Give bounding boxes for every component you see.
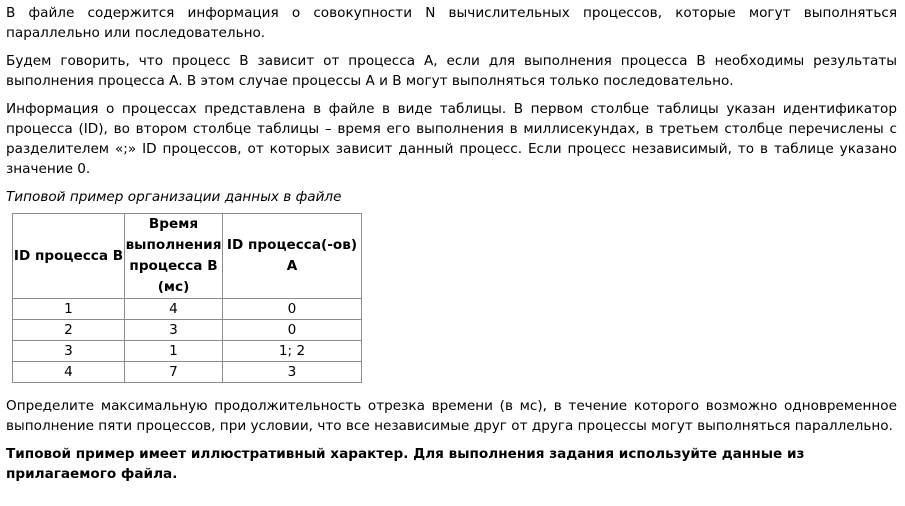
cell-time: 7 [125, 362, 223, 383]
header-process-id: ID процесса B [13, 214, 125, 299]
cell-deps: 1; 2 [223, 341, 362, 362]
header-dependencies: ID процесса(-ов) A [223, 214, 362, 299]
cell-deps: 3 [223, 362, 362, 383]
paragraph-table-description: Информация о процессах представлена в файле в виде таблицы. В первом столбце таблицы указан идентификатор процесса (ID), во втором столбце таблицы – время его выполнения в миллисекундах, в третьем столбце перечислены с разделителем «;» ID процессов, от которых зависит данный процесс. Если процесс независимый, то в таблице указано значение 0. [6, 101, 897, 177]
table-row [13, 341, 362, 362]
table-header-row [13, 214, 362, 299]
process-table [12, 213, 362, 383]
paragraph-dependency: Будем говорить, что процесс B зависит от процесса A, если для выполнения процесса B необходимы результаты выполнения процесса A. В этом случае процессы A и B могут выполняться только последовательно. [6, 53, 897, 89]
table-row [13, 299, 362, 320]
cell-deps: 0 [223, 320, 362, 341]
cell-id: 1 [13, 299, 125, 320]
table-caption: Типовой пример организации данных в файле [6, 189, 342, 205]
cell-id: 3 [13, 341, 125, 362]
paragraph-note: Типовой пример имеет иллюстративный характер. Для выполнения задания используйте данные из прилагаемого файла. [6, 446, 805, 482]
table-row [13, 320, 362, 341]
table-row [13, 362, 362, 383]
cell-time: 3 [125, 320, 223, 341]
header-execution-time: Время выполнения процесса B (мс) [125, 214, 223, 299]
cell-deps: 0 [223, 299, 362, 320]
cell-time: 1 [125, 341, 223, 362]
cell-id: 4 [13, 362, 125, 383]
cell-time: 4 [125, 299, 223, 320]
cell-id: 2 [13, 320, 125, 341]
paragraph-intro: В файле содержится информация о совокупности N вычислительных процессов, которые могут выполняться параллельно или последовательно. [6, 5, 897, 41]
paragraph-question: Определите максимальную продолжительность отрезка времени (в мс), в течение которого возможно одновременное выполнение пяти процессов, при условии, что все независимые друг от друга процессы могут выполняться параллельно. [6, 398, 897, 434]
